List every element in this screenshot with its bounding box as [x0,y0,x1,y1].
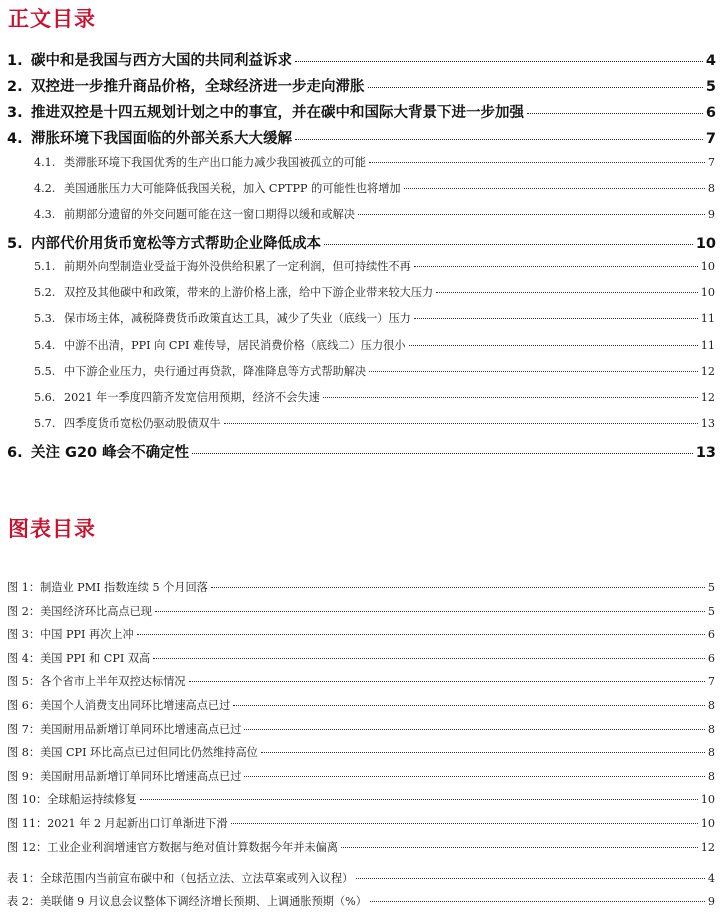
figure-page: 8 [707,770,715,783]
toc-entry-number: 5.1. [34,260,56,273]
toc-section-entry[interactable] [34,180,715,196]
figure-title: 制造业 PMI 指数连续 5 个月回落 [40,581,208,594]
figure-page: 6 [707,628,715,641]
figure-list-entry[interactable] [7,673,715,689]
toc-entry-page: 5 [705,79,716,95]
toc-entry-title: 滞胀环境下我国面临的外部关系大大缓解 [31,131,292,147]
toc-section-entry[interactable] [34,154,715,170]
figure-list-entry[interactable] [7,815,715,831]
toc-section-entry[interactable] [34,258,715,274]
figure-page: 8 [707,746,715,759]
toc-entry-number: 4.3. [34,208,56,221]
toc-entry-title: 内部代价用货币宽松等方式帮助企业降低成本 [31,236,321,252]
dot-leader [404,188,705,189]
toc-entry-title: 推进双控是十四五规划计划之中的事宜，并在碳中和国际大背景下进一步加强 [31,105,524,121]
dot-leader [155,611,705,612]
figure-title: 美国 PPI 和 CPI 双高 [40,652,151,665]
toc-entry-page: 8 [707,182,715,195]
toc-entry-page: 10 [695,236,716,252]
toc-section-entry[interactable] [34,363,715,379]
figure-number: 图 6： [7,699,41,712]
toc-entry-page: 11 [700,312,715,325]
figure-number: 图 10： [7,793,48,806]
toc-chapter-entry[interactable] [7,441,716,462]
figure-title: 全球船运持续修复 [47,793,137,806]
dot-leader [224,423,698,424]
figure-list-entry[interactable] [7,744,715,760]
toc-section-entry[interactable] [34,206,715,222]
toc-section-entry[interactable] [34,337,715,353]
figure-list-entry[interactable] [7,768,715,784]
figure-number: 图 5： [7,675,41,688]
toc-entry-page: 13 [700,417,715,430]
toc-section-entry[interactable] [34,389,715,405]
table-title: 全球范围内当前宣布碳中和（包括立法、立法草案或列入议程） [40,872,354,885]
dot-leader [358,214,705,215]
figure-number: 图 11： [7,817,48,830]
dot-leader [341,847,698,848]
dot-leader [370,901,705,902]
figure-page: 10 [700,793,715,806]
dot-leader [527,113,703,114]
figure-number: 图 2： [7,605,41,618]
figure-list-entry[interactable] [7,791,715,807]
figure-title: 工业企业利润增速官方数据与绝对值计算数据今年并未偏离 [47,841,339,854]
figure-number: 图 3： [7,628,41,641]
figure-page: 8 [707,723,715,736]
table-page: 4 [707,872,715,885]
figure-list-entry[interactable] [7,839,715,855]
table-list-entry[interactable] [7,870,715,886]
figure-page: 7 [707,675,715,688]
dot-leader [368,87,703,88]
toc-entry-number: 5. [7,236,23,252]
toc-entry-title: 前期部分遗留的外交问题可能在这一窗口期得以缓和或解决 [64,208,355,221]
toc-entry-number: 4. [7,131,23,147]
figure-page: 8 [707,699,715,712]
figure-title: 各个省市上半年双控达标情况 [40,675,186,688]
figure-title: 美国耐用品新增订单同环比增速高点已过 [40,770,242,783]
toc-chapter-entry[interactable] [7,101,716,122]
dot-leader [414,318,698,319]
figure-title: 美国 CPI 环比高点已过但同比仍然维持高位 [40,746,258,759]
toc-entry-page: 7 [707,156,715,169]
toc-entry-title: 双控及其他碳中和政策，带来的上游价格上涨，给中下游企业带来较大压力 [64,286,434,299]
dot-leader [414,266,698,267]
dot-leader [189,681,705,682]
toc-entry-page: 9 [707,208,715,221]
figure-list-entry[interactable] [7,626,715,642]
toc-entry-page: 6 [705,105,716,121]
toc-chapter-entry[interactable] [7,127,716,148]
dot-leader [211,587,705,588]
dot-leader [436,292,698,293]
toc-heading: 正文目录 [8,7,96,31]
toc-entry-page: 12 [700,365,715,378]
toc-entry-page: 11 [700,339,715,352]
toc-entry-number: 5.3. [34,312,56,325]
dot-leader [244,729,704,730]
figure-title: 中国 PPI 再次上冲 [40,628,134,641]
figure-number: 图 8： [7,746,41,759]
figure-list-entry[interactable] [7,603,715,619]
toc-section-entry[interactable] [34,284,715,300]
figures-heading: 图表目录 [8,517,96,541]
dot-leader [192,453,693,454]
table-title: 美联储 9 月议息会议整体下调经济增长预期、上调通胀预期（%） [40,895,367,908]
dot-leader [295,139,703,140]
dot-leader [231,823,698,824]
toc-entry-page: 13 [695,445,716,461]
figure-number: 图 7： [7,723,41,736]
figure-page: 6 [707,652,715,665]
figure-title: 2021 年 2 月起新出口订单渐进下滑 [47,817,228,830]
toc-entry-number: 4.1. [34,156,56,169]
dot-leader [137,634,705,635]
toc-entry-title: 双控进一步推升商品价格，全球经济进一步走向滞胀 [31,79,365,95]
table-number: 表 1： [7,872,41,885]
toc-entry-title: 碳中和是我国与西方大国的共同利益诉求 [31,53,292,69]
dot-leader [153,658,705,659]
dot-leader [409,345,698,346]
figure-number: 图 1： [7,581,41,594]
figure-title: 美国经济环比高点已现 [40,605,152,618]
figure-list-entry[interactable] [7,697,715,713]
table-page: 9 [707,895,715,908]
dot-leader [244,776,704,777]
figure-page: 5 [707,605,715,618]
toc-entry-title: 关注 G20 峰会不确定性 [31,445,190,461]
toc-entry-title: 美国通胀压力大可能降低我国关税，加入 CPTPP 的可能性也将增加 [64,182,401,195]
toc-chapter-entry[interactable] [7,232,716,253]
dot-leader [323,397,698,398]
dot-leader [295,61,703,62]
toc-section-entry[interactable] [34,310,715,326]
toc-entry-number: 6. [7,445,23,461]
toc-entry-title: 类滞胀环境下我国优秀的生产出口能力减少我国被孤立的可能 [64,156,367,169]
dot-leader [324,244,693,245]
toc-entry-title: 中游不出清，PPI 向 CPI 难传导，居民消费价格（底线二）压力很小 [64,339,406,352]
toc-entry-title: 前期外向型制造业受益于海外没供给积累了一定利润，但可持续性不再 [64,260,411,273]
toc-entry-page: 4 [705,53,716,69]
toc-entry-number: 1. [7,53,23,69]
toc-entry-number: 5.4. [34,339,56,352]
table-list-entry[interactable] [7,893,715,909]
figure-list-entry[interactable] [7,650,715,666]
dot-leader [369,162,705,163]
toc-chapter-entry[interactable] [7,49,716,70]
dot-leader [140,799,698,800]
toc-entry-number: 4.2. [34,182,56,195]
figure-title: 美国耐用品新增订单同环比增速高点已过 [40,723,242,736]
toc-entry-title: 四季度货币宽松仍驱动股债双牛 [64,417,221,430]
toc-section-entry[interactable] [34,415,715,431]
toc-entry-number: 5.7. [34,417,56,430]
figure-page: 10 [700,817,715,830]
toc-entry-number: 5.6. [34,391,56,404]
toc-chapter-entry[interactable] [7,75,716,96]
figure-list-entry[interactable] [7,721,715,737]
toc-entry-title: 2021 年一季度四箭齐发宽信用预期，经济不会失速 [64,391,320,404]
dot-leader [233,705,705,706]
figure-page: 12 [700,841,715,854]
table-number: 表 2： [7,895,41,908]
toc-entry-page: 7 [705,131,716,147]
figure-page: 5 [707,581,715,594]
toc-entry-title: 中下游企业压力，央行通过再贷款，降准降息等方式帮助解决 [64,365,367,378]
toc-entry-number: 2. [7,79,23,95]
toc-entry-page: 10 [700,286,715,299]
toc-entry-page: 10 [700,260,715,273]
figure-number: 图 12： [7,841,48,854]
toc-entry-title: 保市场主体，减税降费货币政策直达工具，减少了失业（底线一）压力 [64,312,411,325]
figure-number: 图 4： [7,652,41,665]
toc-entry-page: 12 [700,391,715,404]
figure-number: 图 9： [7,770,41,783]
toc-entry-number: 5.2. [34,286,56,299]
toc-entry-number: 3. [7,105,23,121]
dot-leader [369,371,698,372]
toc-entry-number: 5.5. [34,365,56,378]
dot-leader [356,878,705,879]
figure-title: 美国个人消费支出同环比增速高点已过 [40,699,231,712]
dot-leader [261,752,705,753]
figure-list-entry[interactable] [7,579,715,595]
